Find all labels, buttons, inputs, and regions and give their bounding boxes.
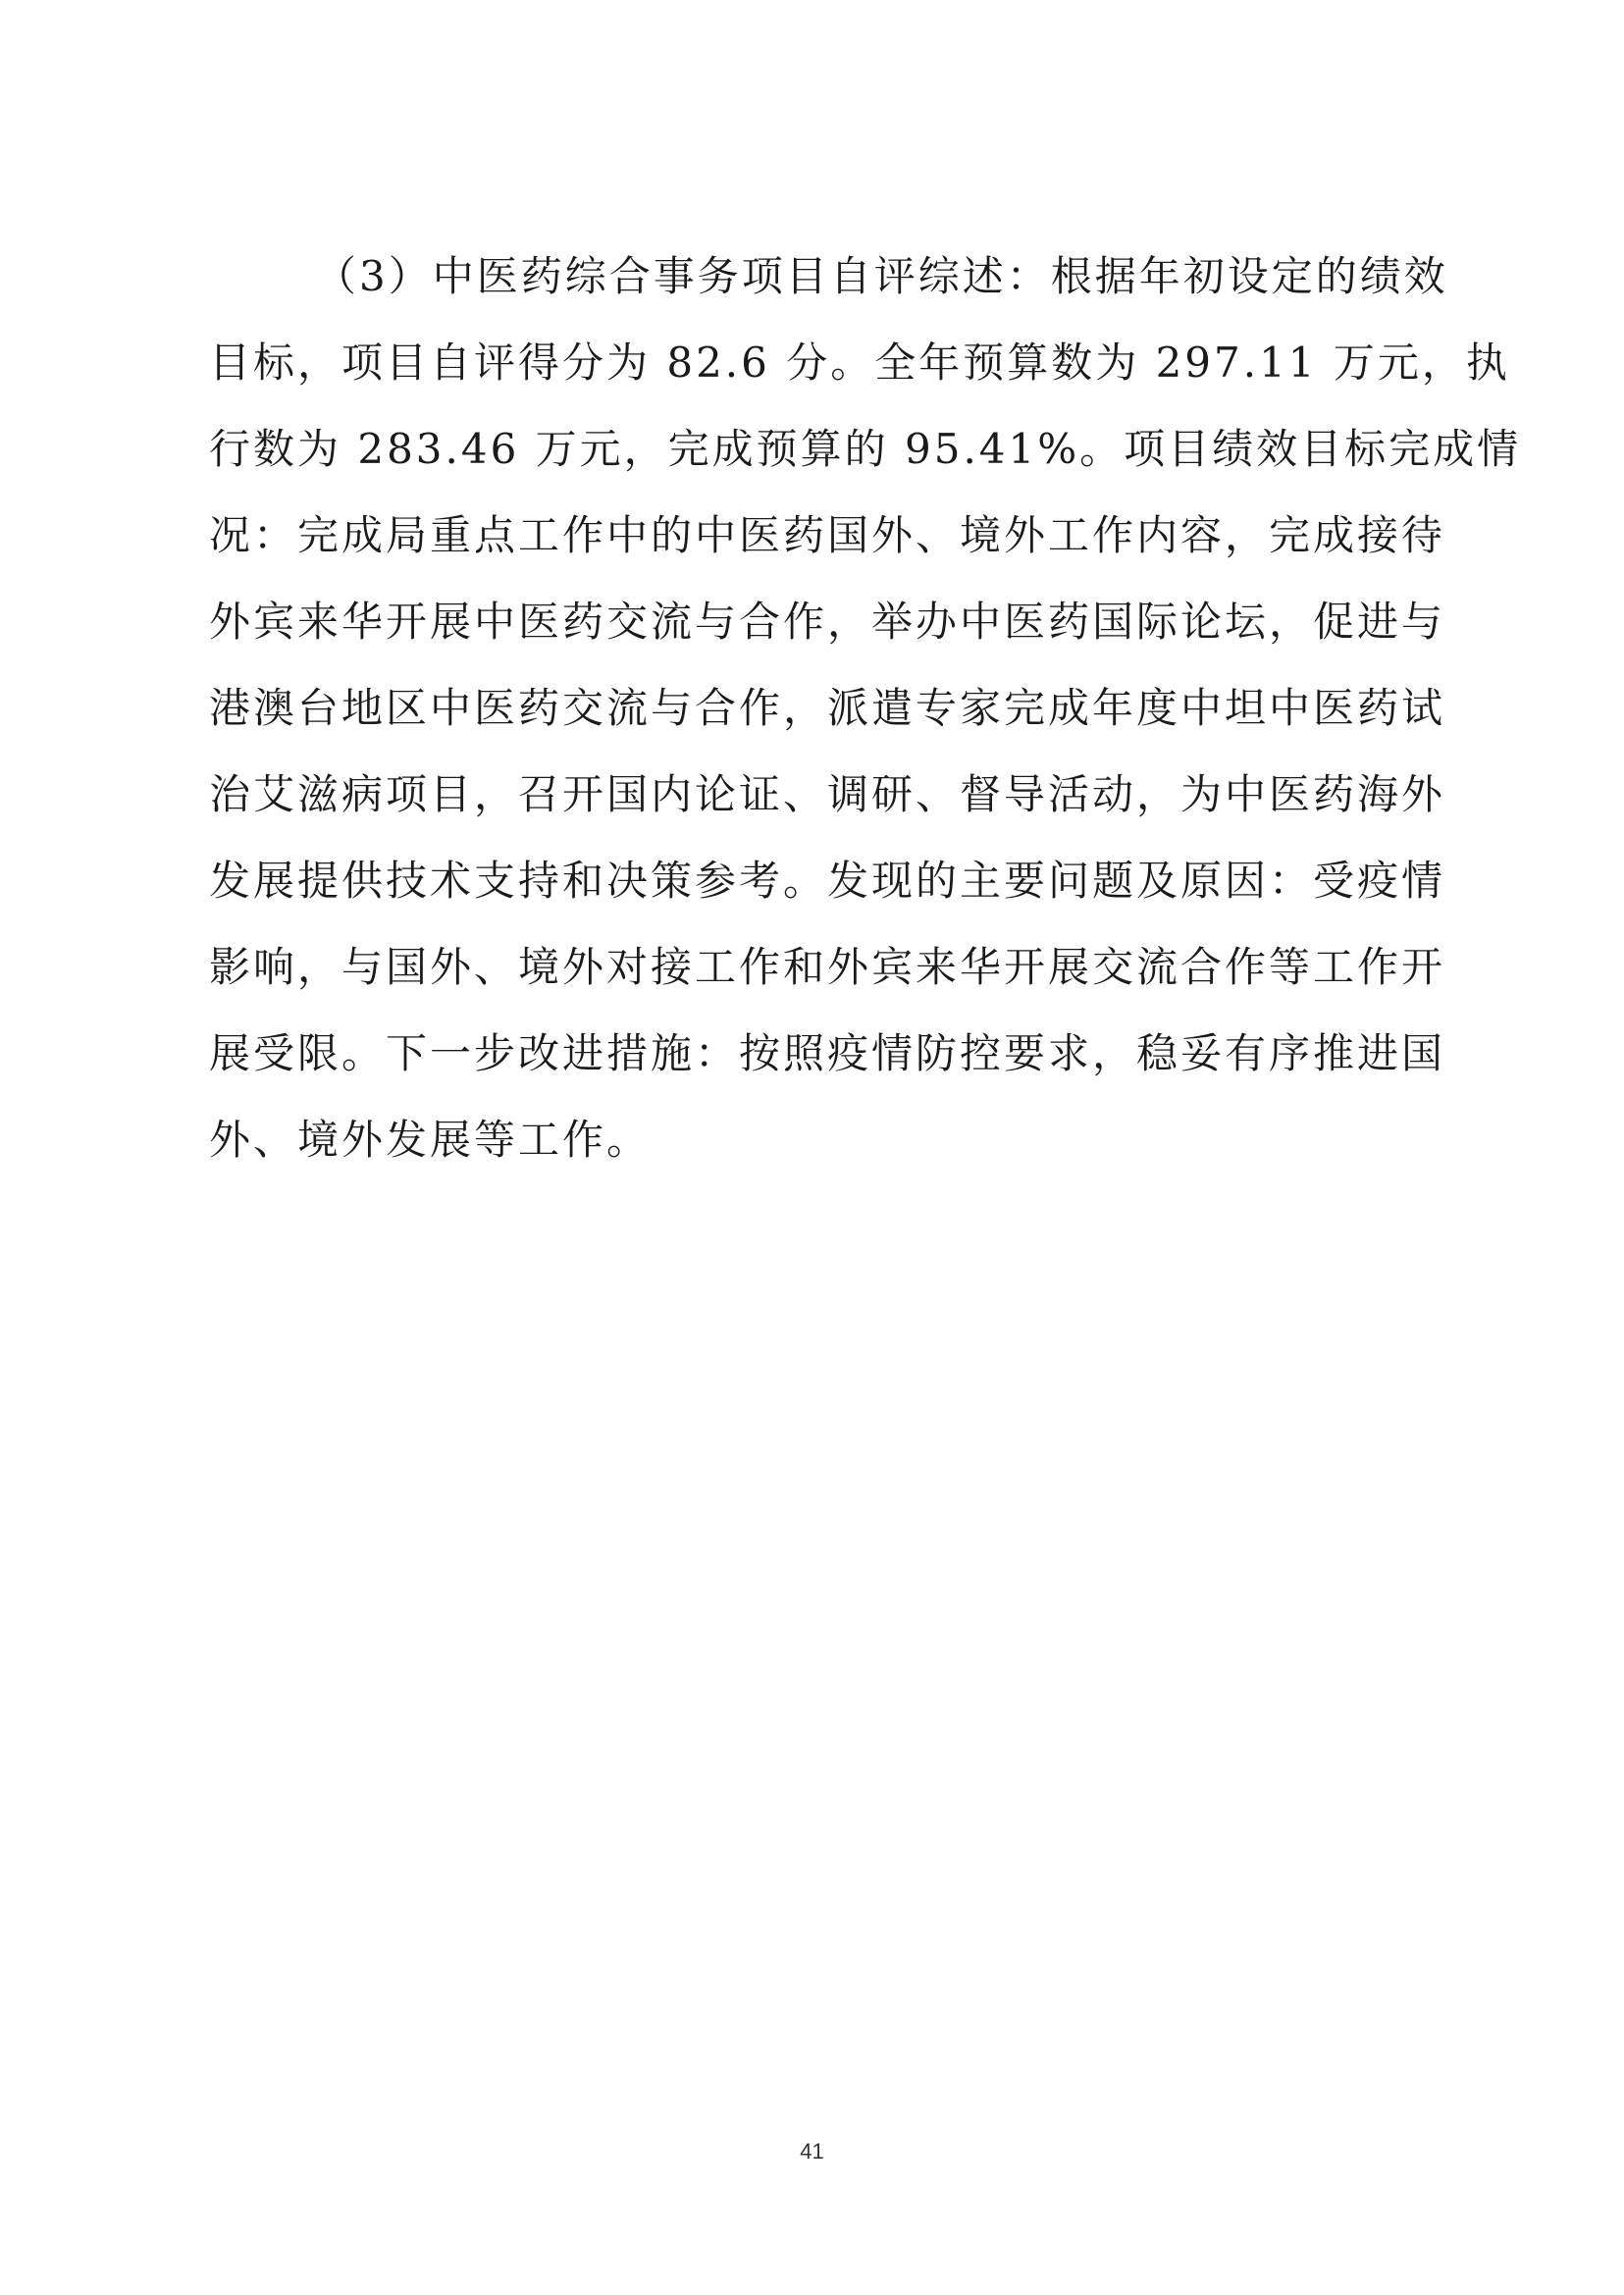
paragraph-line: 港澳台地区中医药交流与合作，派遣专家完成年度中坦中医药试 — [209, 684, 1446, 732]
paragraph-project-self-evaluation — [209, 234, 1522, 1183]
paragraph-line: （3）中医药综合事务项目自评综述：根据年初设定的绩效 — [315, 252, 1448, 300]
paragraph-line: 况：完成局重点工作中的中医药国外、境外工作内容，完成接待 — [209, 511, 1446, 559]
paragraph-line: 展受限。下一步改进措施：按照疫情防控要求，稳妥有序推进国 — [209, 1029, 1446, 1077]
paragraph-line: 目标，项目自评得分为 82.6 分。全年预算数为 297.11 万元，执 — [209, 339, 1510, 387]
paragraph-line: 外宾来华开展中医药交流与合作，举办中医药国际论坛，促进与 — [209, 598, 1446, 646]
paragraph-line: 发展提供技术支持和决策参考。发现的主要问题及原因：受疫情 — [209, 857, 1446, 905]
paragraph-line: 治艾滋病项目，召开国内论证、调研、督导活动，为中医药海外 — [209, 770, 1446, 818]
paragraph-line: 影响，与国外、境外对接工作和外宾来华开展交流合作等工作开 — [209, 943, 1446, 991]
paragraph-line: 行数为 283.46 万元，完成预算的 95.41%。项目绩效目标完成情 — [209, 425, 1522, 473]
paragraph-line: 外、境外发展等工作。 — [209, 1116, 652, 1164]
page-number: 41 — [800, 2139, 824, 2164]
